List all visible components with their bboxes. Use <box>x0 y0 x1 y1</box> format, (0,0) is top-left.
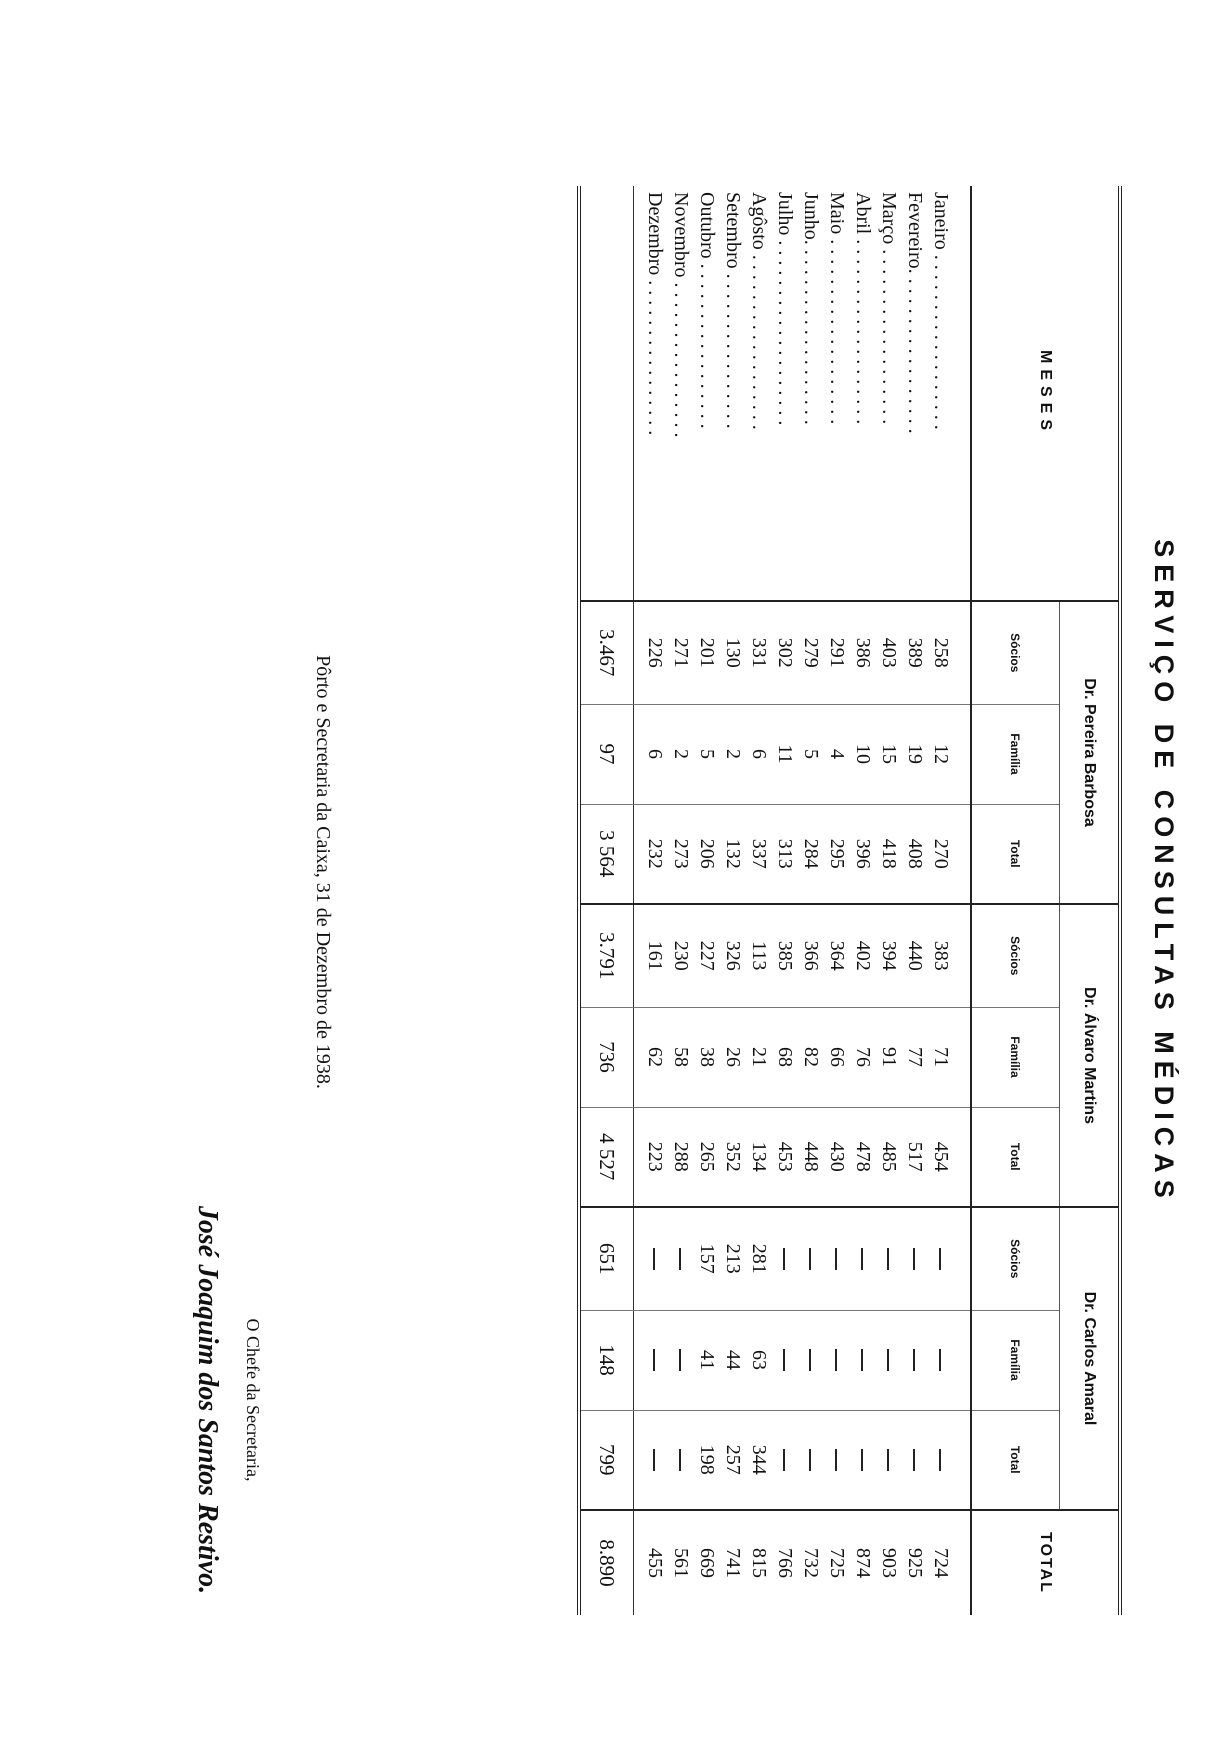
am-total-cell: 288 <box>668 1107 694 1207</box>
subheader-total: Total <box>971 804 1059 904</box>
ca-total-sum-cell: 799 <box>579 1410 634 1510</box>
empty-dash <box>887 1449 889 1471</box>
month-cell: Março . . . . . . . . . . . . . . . . . . <box>876 186 902 601</box>
am-socios-cell: 326 <box>720 904 746 1007</box>
table-row <box>720 186 746 1615</box>
subheader-socios: Sócios <box>971 1207 1059 1310</box>
ca-socios-cell <box>824 1207 850 1310</box>
totals-row <box>579 186 634 1615</box>
pb-familia-cell: 15 <box>876 704 902 804</box>
pb-total-cell: 284 <box>798 804 824 904</box>
empty-dash <box>913 1248 915 1270</box>
subheader-familia: Família <box>971 1007 1059 1107</box>
ca-total-cell <box>928 1410 971 1510</box>
month-cell: Outubro . . . . . . . . . . . . . . . . . <box>694 186 720 601</box>
empty-dash <box>887 1349 889 1371</box>
am-socios-cell: 230 <box>668 904 694 1007</box>
pb-total-cell: 408 <box>902 804 928 904</box>
row-total-cell: 669 <box>696 1548 718 1578</box>
doctor-header-alvaro-martins: Dr. Álvaro Martins <box>1059 904 1120 1207</box>
am-total-cell: 352 <box>720 1107 746 1207</box>
ca-familia-cell <box>850 1310 876 1410</box>
ca-familia-cell <box>928 1310 971 1410</box>
ca-familia-cell <box>824 1310 850 1410</box>
ca-total-cell: 344 <box>746 1410 772 1510</box>
table-row <box>746 186 772 1615</box>
am-total-cell: 453 <box>772 1107 798 1207</box>
am-total-cell: 430 <box>824 1107 850 1207</box>
am-total-cell: 448 <box>798 1107 824 1207</box>
am-total-cell: 478 <box>850 1107 876 1207</box>
ca-socios-cell: 213 <box>720 1207 746 1310</box>
ca-familia-cell <box>668 1310 694 1410</box>
pb-socios-cell: 403 <box>876 601 902 704</box>
empty-dash <box>679 1349 681 1371</box>
pb-familia-cell: 4 <box>824 704 850 804</box>
pb-familia-cell: 19 <box>902 704 928 804</box>
ca-total-cell <box>772 1410 798 1510</box>
empty-dash <box>679 1248 681 1270</box>
row-total-cell: 561 <box>670 1548 692 1578</box>
am-socios-cell: 394 <box>876 904 902 1007</box>
empty-dash <box>653 1449 655 1471</box>
am-total-cell: 485 <box>876 1107 902 1207</box>
subheader-total: Total <box>971 1410 1059 1510</box>
ca-socios-cell <box>902 1207 928 1310</box>
ca-familia-cell <box>798 1310 824 1410</box>
row-total-cell: 732 <box>800 1548 822 1578</box>
empty-dash <box>887 1248 889 1270</box>
document-title: SERVIÇO DE CONSULTAS MÉDICAS <box>1149 539 1179 1205</box>
empty-dash <box>809 1449 811 1471</box>
table-body <box>579 186 971 1615</box>
table-row <box>902 186 928 1615</box>
ca-socios-cell <box>850 1207 876 1310</box>
consultations-table-wrapper <box>577 186 1122 1615</box>
pb-socios-cell: 130 <box>720 601 746 704</box>
doctor-header-carlos-amaral: Dr. Carlos Amaral <box>1059 1207 1120 1510</box>
ca-socios-cell <box>876 1207 902 1310</box>
pb-familia-cell: 5 <box>694 704 720 804</box>
subheader-total: Total <box>971 1107 1059 1207</box>
row-total-cell: 455 <box>644 1548 666 1578</box>
pb-familia-cell: 10 <box>850 704 876 804</box>
empty-dash <box>679 1449 681 1471</box>
am-familia-cell: 68 <box>772 1007 798 1107</box>
ca-socios-cell: 281 <box>746 1207 772 1310</box>
consultations-table <box>577 186 1122 1615</box>
ca-socios-cell <box>668 1207 694 1310</box>
empty-dash <box>809 1248 811 1270</box>
ca-familia-cell <box>876 1310 902 1410</box>
table-row <box>772 186 798 1615</box>
signature-name: José Joaquim dos Santos Restivo. <box>192 1205 223 1595</box>
ca-total-cell <box>668 1410 694 1510</box>
empty-dash <box>913 1349 915 1371</box>
ca-familia-cell: 63 <box>746 1310 772 1410</box>
month-cell: Abril . . . . . . . . . . . . . . . . . . . <box>850 186 876 601</box>
subheader-familia: Família <box>971 1310 1059 1410</box>
table-row <box>634 186 669 1615</box>
empty-dash <box>653 1248 655 1270</box>
empty-dash <box>861 1248 863 1270</box>
row-total-cell: 925 <box>904 1548 926 1578</box>
ca-socios-cell <box>634 1207 669 1310</box>
empty-dash <box>939 1248 941 1270</box>
ca-familia-cell: 41 <box>694 1310 720 1410</box>
am-socios-cell: 402 <box>850 904 876 1007</box>
month-cell: Junho. . . . . . . . . . . . . . . . . . . <box>798 186 824 601</box>
ca-total-cell: 257 <box>720 1410 746 1510</box>
empty-dash <box>939 1449 941 1471</box>
am-socios-sum-cell: 3.791 <box>579 904 634 1007</box>
empty-dash <box>913 1449 915 1471</box>
am-familia-cell: 66 <box>824 1007 850 1107</box>
ca-total-cell <box>876 1410 902 1510</box>
row-total-cell: 903 <box>878 1548 900 1578</box>
pb-socios-cell: 271 <box>668 601 694 704</box>
pb-familia-sum-cell: 97 <box>579 704 634 804</box>
table-row <box>876 186 902 1615</box>
am-familia-cell: 71 <box>928 1007 971 1107</box>
ca-socios-sum-cell: 651 <box>579 1207 634 1310</box>
am-familia-cell: 76 <box>850 1007 876 1107</box>
ca-socios-cell <box>798 1207 824 1310</box>
ca-total-cell <box>902 1410 928 1510</box>
am-socios-cell: 227 <box>694 904 720 1007</box>
subheader-familia: Família <box>971 704 1059 804</box>
doctor-header-pereira-barbosa: Dr. Pereira Barbosa <box>1059 601 1120 904</box>
month-cell: Agôsto . . . . . . . . . . . . . . . . . . <box>746 186 772 601</box>
pb-socios-cell: 201 <box>694 601 720 704</box>
chefe-title: O Chefe da Secretaria, <box>243 1318 263 1482</box>
pb-familia-cell: 6 <box>634 704 669 804</box>
pb-total-sum-cell: 3 564 <box>579 804 634 904</box>
am-familia-cell: 58 <box>668 1007 694 1107</box>
empty-dash <box>835 1349 837 1371</box>
empty-dash <box>861 1449 863 1471</box>
am-total-cell: 517 <box>902 1107 928 1207</box>
subheader-socios: Sócios <box>971 601 1059 704</box>
pb-total-cell: 206 <box>694 804 720 904</box>
am-socios-cell: 113 <box>746 904 772 1007</box>
month-cell: Setembro . . . . . . . . . . . . . . . . <box>720 186 746 601</box>
table-row <box>668 186 694 1615</box>
pb-total-cell: 313 <box>772 804 798 904</box>
am-socios-cell: 385 <box>772 904 798 1007</box>
am-familia-cell: 91 <box>876 1007 902 1107</box>
row-total-cell: 874 <box>852 1548 874 1578</box>
am-familia-cell: 82 <box>798 1007 824 1107</box>
pb-familia-cell: 12 <box>928 704 971 804</box>
ca-socios-cell: 157 <box>694 1207 720 1310</box>
pb-socios-cell: 389 <box>902 601 928 704</box>
ca-familia-cell: 44 <box>720 1310 746 1410</box>
row-total-cell: 766 <box>774 1548 796 1578</box>
pb-total-cell: 295 <box>824 804 850 904</box>
am-total-cell: 265 <box>694 1107 720 1207</box>
am-familia-sum-cell: 736 <box>579 1007 634 1107</box>
pb-total-cell: 337 <box>746 804 772 904</box>
month-cell: Dezembro . . . . . . . . . . . . . . . . <box>634 186 669 601</box>
am-familia-cell: 62 <box>634 1007 669 1107</box>
pb-total-cell: 418 <box>876 804 902 904</box>
empty-dash <box>809 1349 811 1371</box>
row-total-cell: 741 <box>722 1548 744 1578</box>
pb-familia-cell: 5 <box>798 704 824 804</box>
empty-dash <box>783 1349 785 1371</box>
ca-familia-cell <box>772 1310 798 1410</box>
ca-total-cell <box>798 1410 824 1510</box>
month-cell: Maio . . . . . . . . . . . . . . . . . . . <box>824 186 850 601</box>
pb-familia-cell: 2 <box>720 704 746 804</box>
ca-total-cell <box>824 1410 850 1510</box>
am-total-cell: 454 <box>928 1107 971 1207</box>
am-familia-cell: 38 <box>694 1007 720 1107</box>
ca-socios-cell <box>928 1207 971 1310</box>
pb-total-cell: 232 <box>634 804 669 904</box>
empty-dash <box>835 1248 837 1270</box>
pb-total-cell: 273 <box>668 804 694 904</box>
am-total-cell: 223 <box>634 1107 669 1207</box>
month-cell: Julho . . . . . . . . . . . . . . . . . . . <box>772 186 798 601</box>
table-row <box>824 186 850 1615</box>
am-socios-cell: 161 <box>634 904 669 1007</box>
empty-dash <box>835 1449 837 1471</box>
ca-total-cell: 198 <box>694 1410 720 1510</box>
table-row <box>798 186 824 1615</box>
am-familia-cell: 26 <box>720 1007 746 1107</box>
total-header: TOTAL <box>971 1510 1120 1615</box>
table-row <box>694 186 720 1615</box>
pb-familia-cell: 6 <box>746 704 772 804</box>
pb-socios-cell: 258 <box>928 601 971 704</box>
empty-dash <box>939 1349 941 1371</box>
pb-socios-cell: 331 <box>746 601 772 704</box>
ca-familia-sum-cell: 148 <box>579 1310 634 1410</box>
pb-total-cell: 396 <box>850 804 876 904</box>
am-familia-cell: 77 <box>902 1007 928 1107</box>
pb-total-cell: 270 <box>928 804 971 904</box>
am-total-sum-cell: 4 527 <box>579 1107 634 1207</box>
grand-total-cell: 8.890 <box>579 1510 634 1615</box>
row-total-cell: 815 <box>748 1548 770 1578</box>
am-socios-cell: 440 <box>902 904 928 1007</box>
place-date-line: Pôrto e Secretaria da Caixa, 31 de Dezembro de 1938. <box>312 655 334 1089</box>
am-familia-cell: 21 <box>746 1007 772 1107</box>
ca-total-cell <box>634 1410 669 1510</box>
pb-socios-cell: 226 <box>634 601 669 704</box>
am-socios-cell: 366 <box>798 904 824 1007</box>
row-total-cell: 725 <box>826 1548 848 1578</box>
pb-socios-cell: 291 <box>824 601 850 704</box>
ca-total-cell <box>850 1410 876 1510</box>
totals-label-cell <box>579 186 634 601</box>
pb-socios-cell: 279 <box>798 601 824 704</box>
ca-socios-cell <box>772 1207 798 1310</box>
pb-total-cell: 132 <box>720 804 746 904</box>
empty-dash <box>861 1349 863 1371</box>
pb-familia-cell: 11 <box>772 704 798 804</box>
table-row <box>850 186 876 1615</box>
pb-socios-cell: 386 <box>850 601 876 704</box>
pb-socios-sum-cell: 3.467 <box>579 601 634 704</box>
row-total-cell: 724 <box>930 1548 952 1578</box>
pb-socios-cell: 302 <box>772 601 798 704</box>
ca-familia-cell <box>634 1310 669 1410</box>
ca-familia-cell <box>902 1310 928 1410</box>
empty-dash <box>783 1248 785 1270</box>
table-row <box>928 186 971 1615</box>
subheader-socios: Sócios <box>971 904 1059 1007</box>
empty-dash <box>653 1349 655 1371</box>
empty-dash <box>783 1449 785 1471</box>
am-socios-cell: 364 <box>824 904 850 1007</box>
month-cell: Fevereiro. . . . . . . . . . . . . . . . . <box>902 186 928 601</box>
am-socios-cell: 383 <box>928 904 971 1007</box>
month-cell: Janeiro . . . . . . . . . . . . . . . . . . <box>928 186 971 601</box>
months-header: MESES <box>971 186 1120 601</box>
month-cell: Novembro . . . . . . . . . . . . . . . . <box>668 186 694 601</box>
am-total-cell: 134 <box>746 1107 772 1207</box>
pb-familia-cell: 2 <box>668 704 694 804</box>
